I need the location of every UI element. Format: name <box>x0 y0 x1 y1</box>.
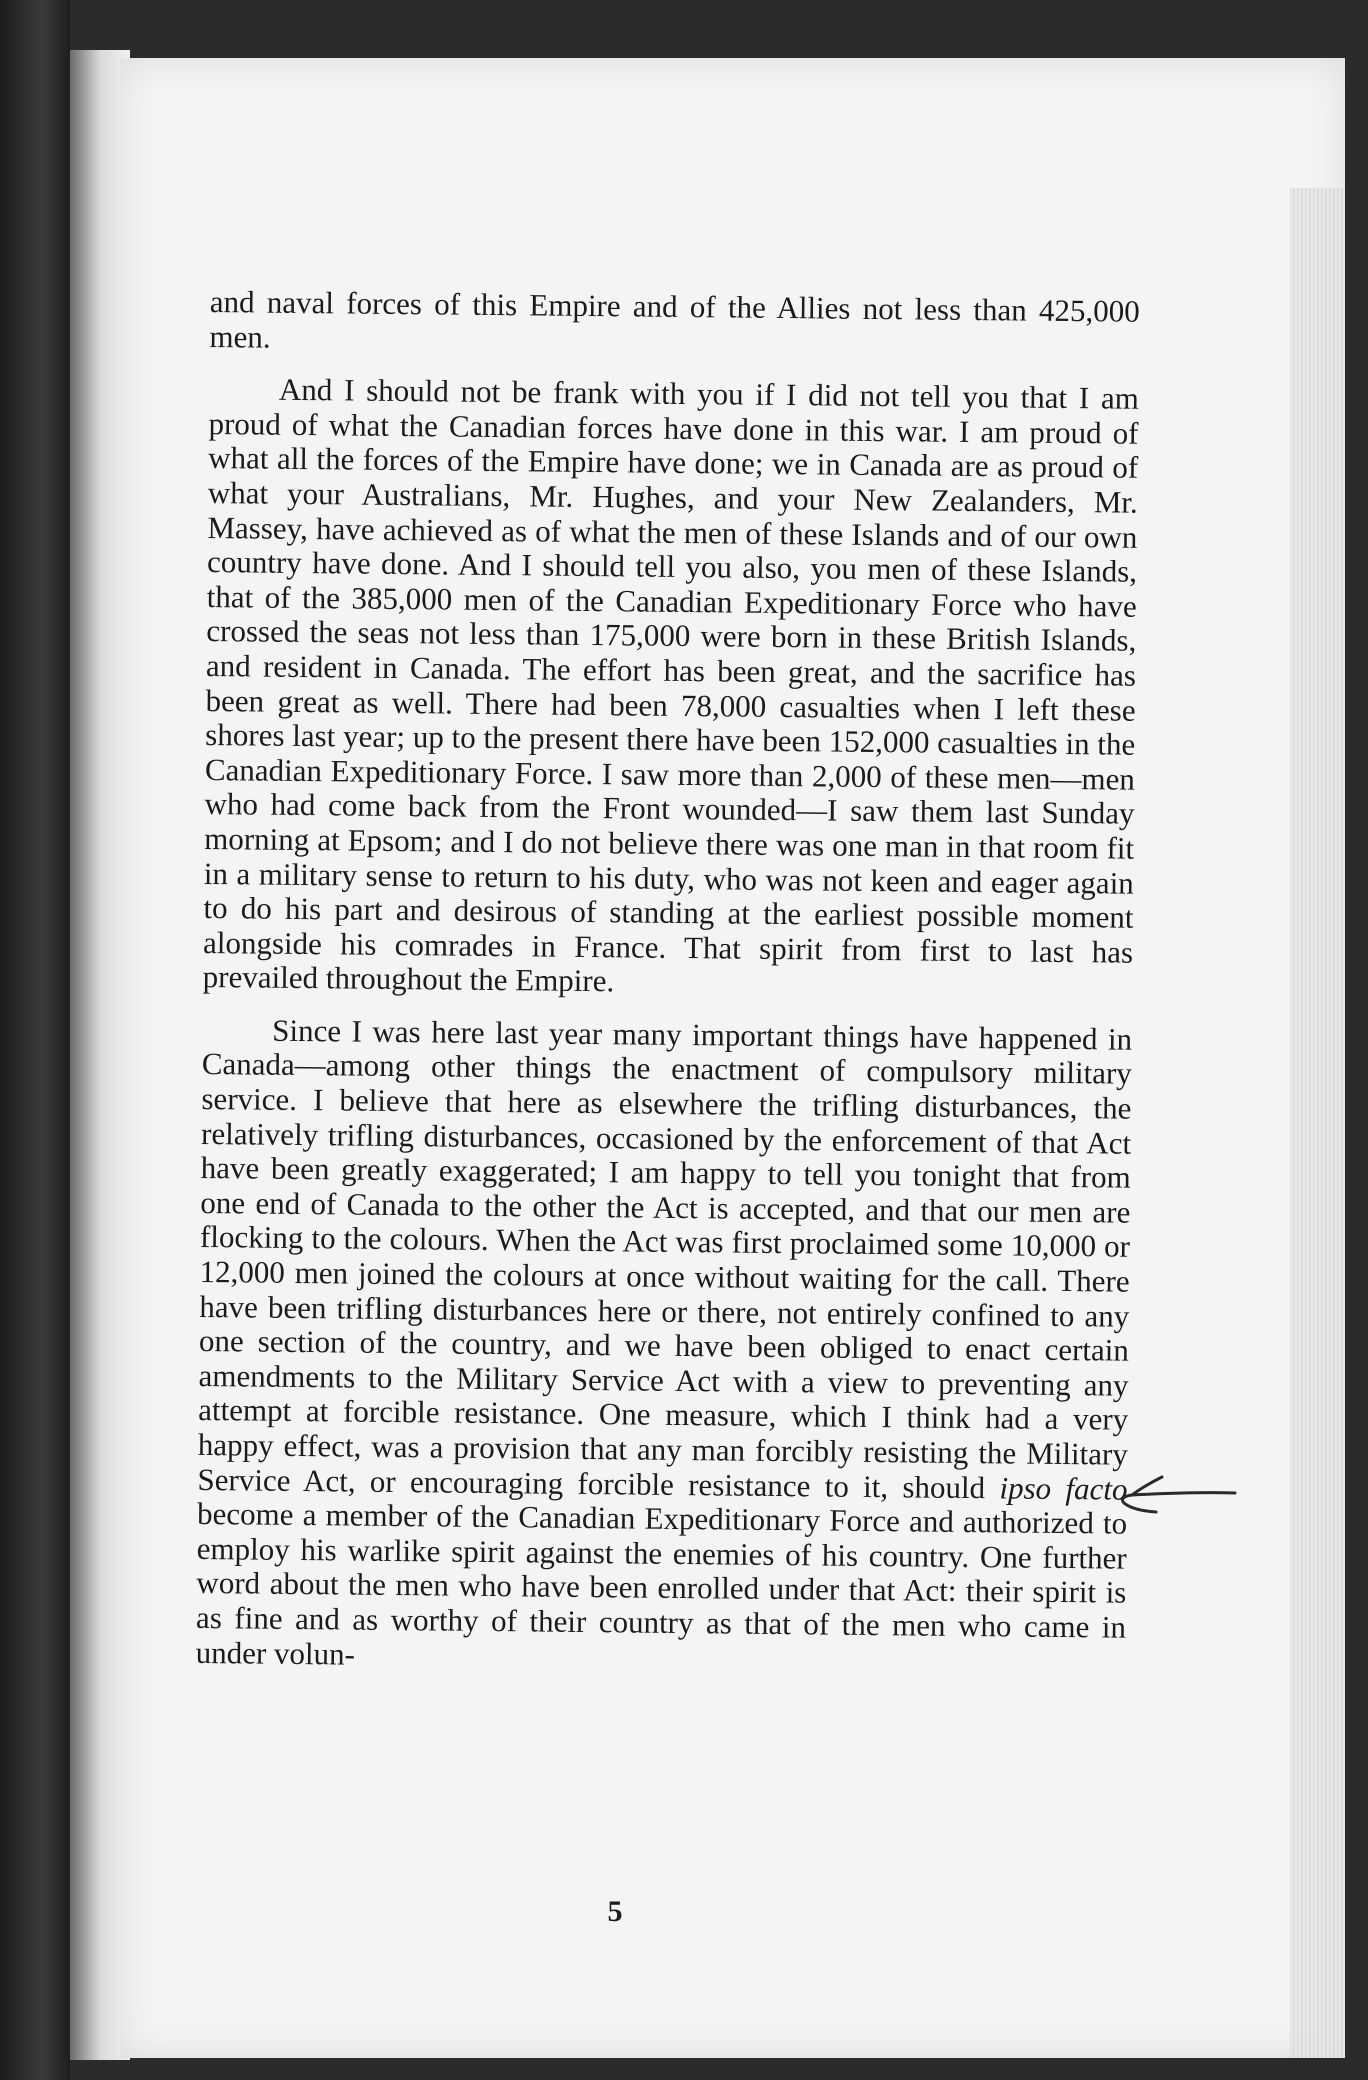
handwritten-arrow-mark <box>1110 1465 1240 1525</box>
page-edge-stack <box>1290 188 1345 2058</box>
paragraph-3-part-2: become a member of the Canadian Expeditionary Force and authorized to employ his warlike spirit against the enemies of his country. One further word about the men who have been enrolled under that Act: their spirit is as fine and as worthy of their country as that of the men who came in under volun- <box>195 1496 1128 1672</box>
book-left-edge <box>0 0 70 2080</box>
paragraph-3 <box>195 1013 1132 1680</box>
paragraph-2: And I should not be frank with you if I did not tell you that I am proud of what the Canadian forces have done in this war. I am proud of what all the forces of the Empire have done; we in Canada are as proud of what your Australians, Mr. Hughes, and your New Zealanders, Mr. Massey, have achieved as of what the men of these Islands and of our own country have done. And I should tell you also, you men of these Islands, that of the 385,000 men of the Canadian Expeditionary Force who have crossed the seas not less than 175,000 were born in these British Islands, and resident in Canada. The effort has been great, and the sacrifice has been great as well. There had been 78,000 casualties when I left these shores last year; up to the present there have been 152,000 casualties in the Canadian Expeditionary Force. I saw more than 2,000 of these men—men who had come back from the Front wounded—I saw them last Sunday morning at Epsom; and I do not believe there was one man in that room fit in a military sense to return to his duty, who was not keen and eager again to do his part and desirous of standing at the earliest possible moment alongside his comrades in France. That spirit from first to last has prevailed throughout the Empire. <box>202 371 1140 999</box>
paragraph-1: and naval forces of this Empire and of the Allies not less than 425,000 men. <box>209 284 1140 355</box>
paragraph-3-italic-phrase: ipso facto <box>999 1469 1128 1507</box>
paragraph-3-part-1: Since I was here last year many important things have happened in Canada—among other things the enactment of compulsory military service. I believe that here as elsewhere the trifling disturbances, the relatively trifling disturbances, occasioned by the enforcement of that Act have been greatly exaggerated; I am happy to tell you tonight that from one end of Canada to the other the Act is accepted, and that our men are flocking to the colours. When the Act was first proclaimed some 10,000 or 12,000 men joined the colours at once without waiting for the call. There have been trifling disturbances here or there, not entirely confined to any one section of the country, and we have been obliged to enact certain amendments to the Military Service Act with a view to preventing any attempt at forcible resistance. One measure, which I think had a very happy effect, was a provision that any man forcibly resisting the Military Service Act, or encouraging forcible resistance to it, should <box>197 1012 1133 1505</box>
page-number: 5 <box>607 1895 623 1928</box>
body-text <box>195 285 1139 1680</box>
